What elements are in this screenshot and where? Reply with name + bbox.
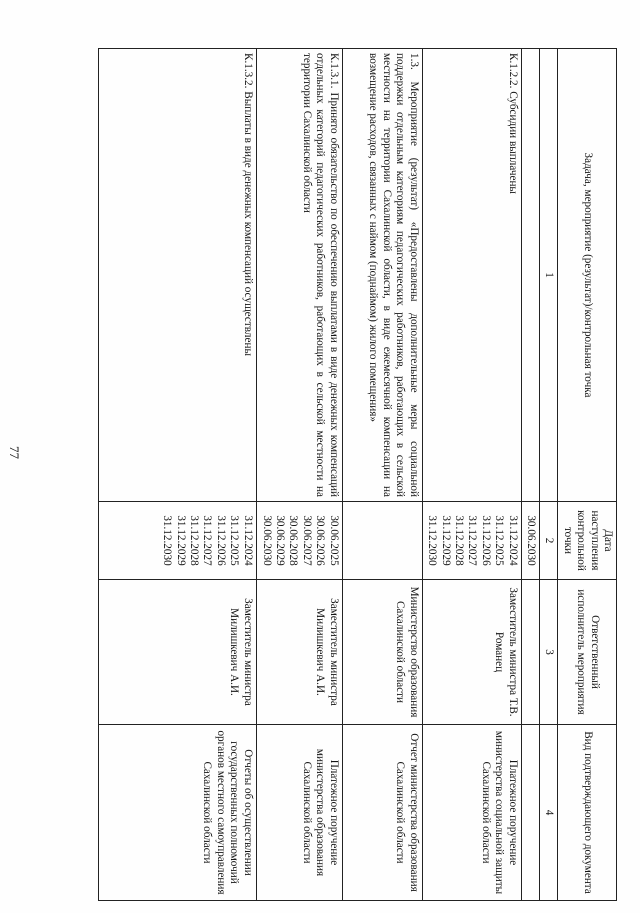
table-header-row [558, 49, 617, 901]
date-value: 31.12.2024 [241, 515, 254, 566]
date-cell [342, 502, 422, 580]
header-task: Задача, мероприятие (результат)/контрольная точка [558, 49, 617, 502]
date-value: 30.06.2027 [300, 515, 313, 566]
document-cell [521, 725, 539, 901]
column-number: 2 [539, 502, 557, 580]
header-executor: Ответственный исполнитель мероприятия [558, 580, 617, 725]
table-row [422, 49, 521, 901]
date-cell [521, 502, 539, 580]
date-value: 30.06.2030 [260, 515, 273, 566]
column-number: 3 [539, 580, 557, 725]
date-cell [99, 502, 257, 580]
table-row [99, 49, 257, 901]
date-value: 31.12.2025 [228, 515, 241, 566]
task-cell: 1.3. Мероприятие (результат) «Предоставлены дополнительные меры социальной поддержки отдельным категориям педагогических работников, работающих в сельской местности на территории Сахалинской области, в виде ежемесячной компенсации на возмещение расходов, связанных с наймом (поднаймом) жилого помещения» [342, 49, 422, 502]
executor-cell: Заместитель министра Милишкевич А.И. [256, 580, 342, 725]
executor-cell: Министерство образования Сахалинской области [342, 580, 422, 725]
page-number: 77 [7, 446, 22, 459]
table-row [256, 49, 342, 901]
date-value: 31.12.2027 [466, 515, 479, 566]
task-cell [521, 49, 539, 502]
document-cell: Отчеты об осуществлении государственных полномочий органов местного самоуправления Сахалинской области [99, 725, 257, 901]
date-value: 31.12.2030 [161, 515, 174, 566]
executor-cell [521, 580, 539, 725]
executor-cell: Заместитель министра Милишкевич А.И. [99, 580, 257, 725]
table-row [521, 49, 539, 901]
document-cell: Платежное поручение министерства социальной защиты Сахалинской области [422, 725, 521, 901]
header-document: Вид подтверждающего документа [558, 725, 617, 901]
task-cell: К.1.3.2. Выплаты в виде денежных компенсаций осуществлены [99, 49, 257, 502]
date-value: 31.12.2028 [188, 515, 201, 566]
document-cell: Платежное поручение министерства образования Сахалинской области [256, 725, 342, 901]
date-value: 31.12.2026 [479, 515, 492, 566]
date-value: 30.06.2025 [327, 515, 340, 566]
header-date: Дата наступления контрольной точки [558, 502, 617, 580]
date-value: 31.12.2028 [452, 515, 465, 566]
table-row [342, 49, 422, 901]
date-value: 31.12.2024 [506, 515, 519, 566]
date-value: 31.12.2025 [493, 515, 506, 566]
column-number: 4 [539, 725, 557, 901]
date-value: 31.12.2030 [426, 515, 439, 566]
date-cell [422, 502, 521, 580]
date-value: 31.12.2027 [201, 515, 214, 566]
date-value: 30.06.2028 [287, 515, 300, 566]
column-number: 1 [539, 49, 557, 502]
date-value: 30.06.2030 [524, 515, 537, 566]
date-value: 30.06.2029 [274, 515, 287, 566]
date-value: 31.12.2029 [439, 515, 452, 566]
task-cell: К.1.3.1. Принято обязательство по обеспечению выплатами в виде денежных компенсаций отдельных категорий педагогических работников, работающих в сельской местности на территории Сахалинской области [256, 49, 342, 502]
rotated-table-sheet [98, 48, 617, 900]
date-value: 31.12.2026 [214, 515, 227, 566]
date-cell [256, 502, 342, 580]
task-cell: К.1.2.2. Субсидии выплачены [422, 49, 521, 502]
document-cell: Отчет министерства образования Сахалинской области [342, 725, 422, 901]
executor-cell: Заместитель министра Т.В. Романец [422, 580, 521, 725]
date-value: 30.06.2026 [314, 515, 327, 566]
column-number-row [539, 49, 557, 901]
control-points-table [98, 48, 617, 901]
date-value: 31.12.2029 [174, 515, 187, 566]
